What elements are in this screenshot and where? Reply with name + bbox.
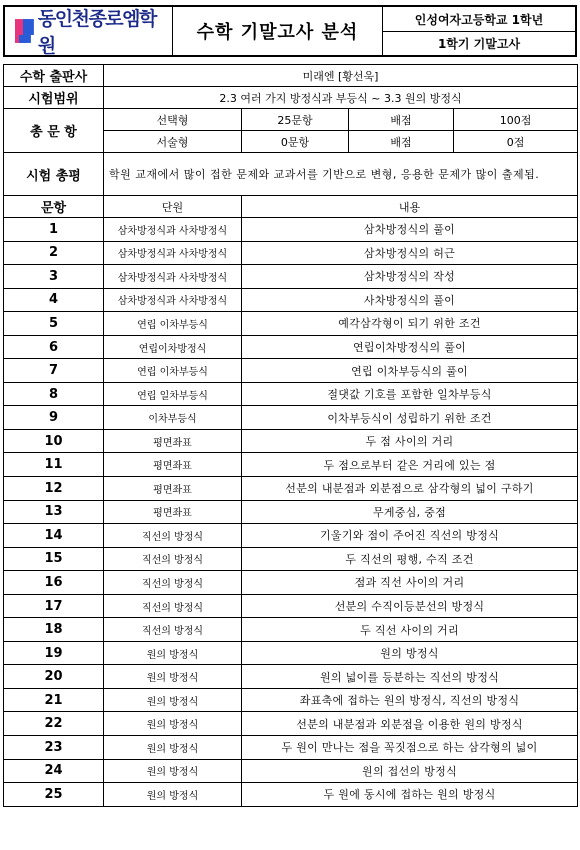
question-number: 14 bbox=[4, 524, 104, 548]
question-content: 두 직선의 평행, 수직 조건 bbox=[242, 547, 578, 571]
question-number: 10 bbox=[4, 429, 104, 453]
question-number: 9 bbox=[4, 406, 104, 430]
question-row bbox=[4, 594, 578, 618]
question-unit: 연립 이차부등식 bbox=[104, 359, 242, 383]
question-row bbox=[4, 335, 578, 359]
question-unit: 원의 방정식 bbox=[104, 712, 242, 736]
question-content: 선분의 수직이등분선의 방정식 bbox=[242, 594, 578, 618]
question-content: 선분의 내분점과 외분점으로 삼각형의 넓이 구하기 bbox=[242, 477, 578, 501]
question-number: 16 bbox=[4, 571, 104, 595]
question-row bbox=[4, 712, 578, 736]
multiple-choice-row bbox=[4, 109, 578, 131]
question-number: 25 bbox=[4, 783, 104, 807]
question-unit: 이차부등식 bbox=[104, 406, 242, 430]
question-unit: 평면좌표 bbox=[104, 500, 242, 524]
question-row bbox=[4, 453, 578, 477]
question-content: 원의 넓이를 등분하는 직선의 방정식 bbox=[242, 665, 578, 689]
question-content: 두 원에 동시에 접하는 원의 방정식 bbox=[242, 783, 578, 807]
question-number: 12 bbox=[4, 477, 104, 501]
multiple-choice-label: 선택형 bbox=[104, 109, 242, 131]
question-number: 23 bbox=[4, 736, 104, 760]
question-row bbox=[4, 265, 578, 289]
question-unit: 연립 이차부등식 bbox=[104, 312, 242, 336]
review-label: 시험 총평 bbox=[4, 153, 104, 196]
question-content: 좌표축에 접하는 원의 방정식, 직선의 방정식 bbox=[242, 688, 578, 712]
essay-score-label: 배점 bbox=[349, 131, 454, 153]
question-unit: 연립이차방정식 bbox=[104, 335, 242, 359]
question-unit: 평면좌표 bbox=[104, 453, 242, 477]
question-number: 5 bbox=[4, 312, 104, 336]
question-unit: 삼차방정식과 사차방정식 bbox=[104, 218, 242, 242]
academy-logo-text: 동인천종로엠학원 bbox=[37, 8, 156, 57]
scope-label: 시험범위 bbox=[4, 87, 104, 109]
essay-count: 0문항 bbox=[242, 131, 349, 153]
question-unit: 원의 방정식 bbox=[104, 736, 242, 760]
question-unit: 직선의 방정식 bbox=[104, 571, 242, 595]
question-row bbox=[4, 241, 578, 265]
question-row bbox=[4, 571, 578, 595]
question-content: 절댓값 기호를 포함한 일차부등식 bbox=[242, 382, 578, 406]
question-number: 2 bbox=[4, 241, 104, 265]
essay-label: 서술형 bbox=[104, 131, 242, 153]
question-number: 15 bbox=[4, 547, 104, 571]
question-row bbox=[4, 500, 578, 524]
question-row bbox=[4, 759, 578, 783]
question-number: 22 bbox=[4, 712, 104, 736]
question-content: 예각삼각형이 되기 위한 조건 bbox=[242, 312, 578, 336]
question-unit: 직선의 방정식 bbox=[104, 618, 242, 642]
question-unit: 삼차방정식과 사차방정식 bbox=[104, 241, 242, 265]
question-content: 원의 접선의 방정식 bbox=[242, 759, 578, 783]
question-row bbox=[4, 547, 578, 571]
question-row bbox=[4, 688, 578, 712]
question-number: 20 bbox=[4, 665, 104, 689]
question-row bbox=[4, 665, 578, 689]
question-unit: 원의 방정식 bbox=[104, 783, 242, 807]
publisher-row bbox=[4, 65, 578, 87]
question-row bbox=[4, 524, 578, 548]
question-row bbox=[4, 382, 578, 406]
question-content: 연립 이차부등식의 풀이 bbox=[242, 359, 578, 383]
question-row bbox=[4, 641, 578, 665]
publisher-label: 수학 출판사 bbox=[4, 65, 104, 87]
question-unit: 직선의 방정식 bbox=[104, 594, 242, 618]
question-row bbox=[4, 618, 578, 642]
question-row bbox=[4, 312, 578, 336]
question-content: 사차방정식의 풀이 bbox=[242, 288, 578, 312]
scope-value: 2.3 여러 가지 방정식과 부등식 ~ 3.3 원의 방정식 bbox=[104, 87, 578, 109]
exam-analysis-table bbox=[3, 64, 578, 807]
question-row bbox=[4, 736, 578, 760]
question-number: 6 bbox=[4, 335, 104, 359]
question-unit: 연립 일차부등식 bbox=[104, 382, 242, 406]
question-number-header: 문항 bbox=[4, 196, 104, 218]
question-content: 두 직선 사이의 거리 bbox=[242, 618, 578, 642]
unit-header: 단원 bbox=[104, 196, 242, 218]
question-content: 삼차방정식의 작성 bbox=[242, 265, 578, 289]
scope-row bbox=[4, 87, 578, 109]
question-content: 점과 직선 사이의 거리 bbox=[242, 571, 578, 595]
question-number: 4 bbox=[4, 288, 104, 312]
exam-term: 1학기 기말고사 bbox=[437, 37, 521, 51]
question-number: 24 bbox=[4, 759, 104, 783]
question-row bbox=[4, 429, 578, 453]
question-content: 이차부등식이 성립하기 위한 조건 bbox=[242, 406, 578, 430]
academy-logo-mark-icon bbox=[15, 17, 35, 45]
publisher-value: 미래엔 [황선욱] bbox=[104, 65, 578, 87]
question-content: 두 원이 만나는 점을 꼭짓점으로 하는 삼각형의 넓이 bbox=[242, 736, 578, 760]
question-unit: 평면좌표 bbox=[104, 477, 242, 501]
question-content: 연립이차방정식의 풀이 bbox=[242, 335, 578, 359]
document-header bbox=[3, 5, 577, 57]
essay-score: 0점 bbox=[454, 131, 578, 153]
question-row bbox=[4, 359, 578, 383]
question-unit: 원의 방정식 bbox=[104, 641, 242, 665]
question-number: 17 bbox=[4, 594, 104, 618]
question-unit: 평면좌표 bbox=[104, 429, 242, 453]
review-text: 학원 교재에서 많이 접한 문제와 교과서를 기반으로 변형, 응용한 문제가 많이 출제됨. bbox=[104, 153, 578, 196]
document-title: 수학 기말고사 분석 bbox=[173, 7, 383, 55]
question-unit: 원의 방정식 bbox=[104, 665, 242, 689]
question-unit: 직선의 방정식 bbox=[104, 547, 242, 571]
question-number: 1 bbox=[4, 218, 104, 242]
review-row bbox=[4, 153, 578, 196]
questions-header-row bbox=[4, 196, 578, 218]
question-number: 7 bbox=[4, 359, 104, 383]
question-number: 3 bbox=[4, 265, 104, 289]
school-grade: 인성여자고등학교 1학년 bbox=[383, 7, 575, 32]
question-content: 기울기와 점이 주어진 직선의 방정식 bbox=[242, 524, 578, 548]
academy-logo bbox=[5, 7, 173, 55]
question-unit: 원의 방정식 bbox=[104, 759, 242, 783]
question-number: 8 bbox=[4, 382, 104, 406]
question-row bbox=[4, 783, 578, 807]
question-unit: 원의 방정식 bbox=[104, 688, 242, 712]
question-content: 원의 방정식 bbox=[242, 641, 578, 665]
multiple-choice-score-label: 배점 bbox=[349, 109, 454, 131]
question-row bbox=[4, 218, 578, 242]
question-number: 13 bbox=[4, 500, 104, 524]
question-content: 선분의 내분점과 외분점을 이용한 원의 방정식 bbox=[242, 712, 578, 736]
question-unit: 직선의 방정식 bbox=[104, 524, 242, 548]
question-number: 11 bbox=[4, 453, 104, 477]
content-header: 내용 bbox=[242, 196, 578, 218]
multiple-choice-count: 25문항 bbox=[242, 109, 349, 131]
question-row bbox=[4, 477, 578, 501]
question-content: 두 점 사이의 거리 bbox=[242, 429, 578, 453]
question-unit: 삼차방정식과 사차방정식 bbox=[104, 265, 242, 289]
question-row bbox=[4, 406, 578, 430]
question-row bbox=[4, 288, 578, 312]
question-content: 두 점으로부터 같은 거리에 있는 점 bbox=[242, 453, 578, 477]
question-content: 무게중심, 중점 bbox=[242, 500, 578, 524]
question-unit: 삼차방정식과 사차방정식 bbox=[104, 288, 242, 312]
question-number: 19 bbox=[4, 641, 104, 665]
question-content: 삼차방정식의 허근 bbox=[242, 241, 578, 265]
question-number: 18 bbox=[4, 618, 104, 642]
question-count-label: 총 문 항 bbox=[4, 109, 104, 153]
multiple-choice-score: 100점 bbox=[454, 109, 578, 131]
question-content: 삼차방정식의 풀이 bbox=[242, 218, 578, 242]
question-number: 21 bbox=[4, 688, 104, 712]
